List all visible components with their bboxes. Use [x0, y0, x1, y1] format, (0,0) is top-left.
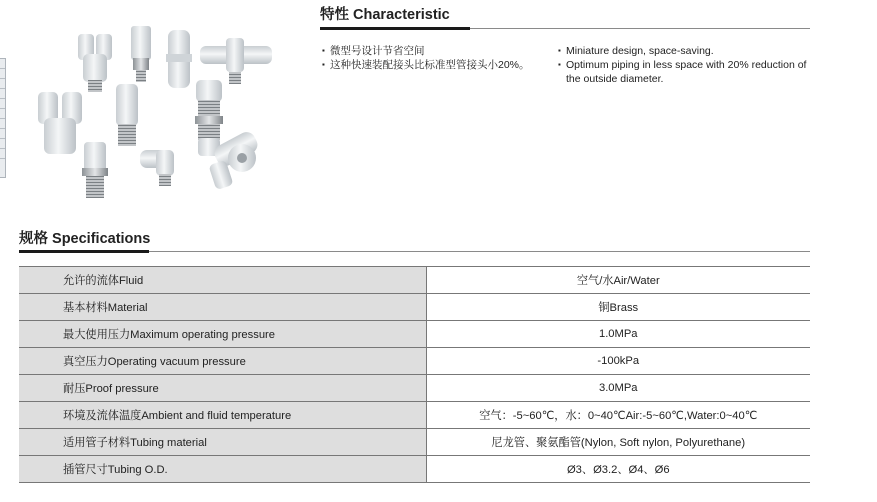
table-row: [19, 375, 810, 402]
spec-label: 环境及流体温度Ambient and fluid temperature: [19, 402, 426, 429]
table-row: [19, 267, 810, 294]
characteristic-rule: [320, 28, 810, 29]
specifications-title: 规格 Specifications: [19, 231, 151, 247]
elbow-fitting-middle: [116, 84, 138, 146]
y-fitting-large: [38, 92, 82, 154]
spec-label: 耐压Proof pressure: [19, 375, 426, 402]
specifications-rule: [19, 251, 810, 252]
spec-value: 1.0MPa: [426, 321, 810, 348]
y-fitting-top: [78, 34, 112, 92]
hex-connector: [131, 26, 151, 82]
spec-label: 基本材料Material: [19, 294, 426, 321]
list-item: ▪ Optimum piping in less space with 20% reduction of the outside diameter.: [558, 58, 818, 86]
list-item: ▪ 这种快速装配接头比标准型管接头小20%。: [322, 58, 530, 72]
characteristic-header: [320, 6, 810, 29]
spec-label: 允许的流体Fluid: [19, 267, 426, 294]
spec-value: Ø3、Ø3.2、Ø4、Ø6: [426, 456, 810, 483]
fittings-product-photo: [28, 18, 278, 208]
spec-label: 插管尺寸Tubing O.D.: [19, 456, 426, 483]
table-row: [19, 456, 810, 483]
side-tab-marker: [0, 58, 6, 178]
spec-label: 最大使用压力Maximum operating pressure: [19, 321, 426, 348]
table-row: [19, 402, 810, 429]
spec-value: -100kPa: [426, 348, 810, 375]
list-item: ▪ 微型号设计节省空间: [322, 44, 530, 58]
table-row: [19, 321, 810, 348]
table-row: [19, 294, 810, 321]
straight-union: [166, 30, 192, 88]
tee-fitting: [200, 38, 272, 84]
characteristic-cn-list: [322, 44, 530, 72]
male-straight-connector: [82, 142, 108, 198]
table-row: [19, 348, 810, 375]
spec-value: 3.0MPa: [426, 375, 810, 402]
specifications-header: [19, 230, 810, 252]
spec-value: 空气：-5~60℃，水：0~40℃Air:-5~60℃,Water:0~40℃: [426, 402, 810, 429]
spec-value: 空气/水Air/Water: [426, 267, 810, 294]
table-row: [19, 429, 810, 456]
list-item: ▪ Miniature design, space-saving.: [558, 44, 818, 58]
spec-label: 真空压力Operating vacuum pressure: [19, 348, 426, 375]
characteristic-en-list: [558, 44, 818, 86]
elbow-fitting-bottom: [140, 150, 174, 186]
characteristic-title: 特性 Characteristic: [320, 7, 450, 23]
specifications-table: [19, 266, 810, 483]
spec-label: 适用管子材料Tubing material: [19, 429, 426, 456]
spec-value: 铜Brass: [426, 294, 810, 321]
bulkhead-union: [195, 80, 223, 156]
spec-value: 尼龙管、聚氨酯管(Nylon, Soft nylon, Polyurethane): [426, 429, 810, 456]
